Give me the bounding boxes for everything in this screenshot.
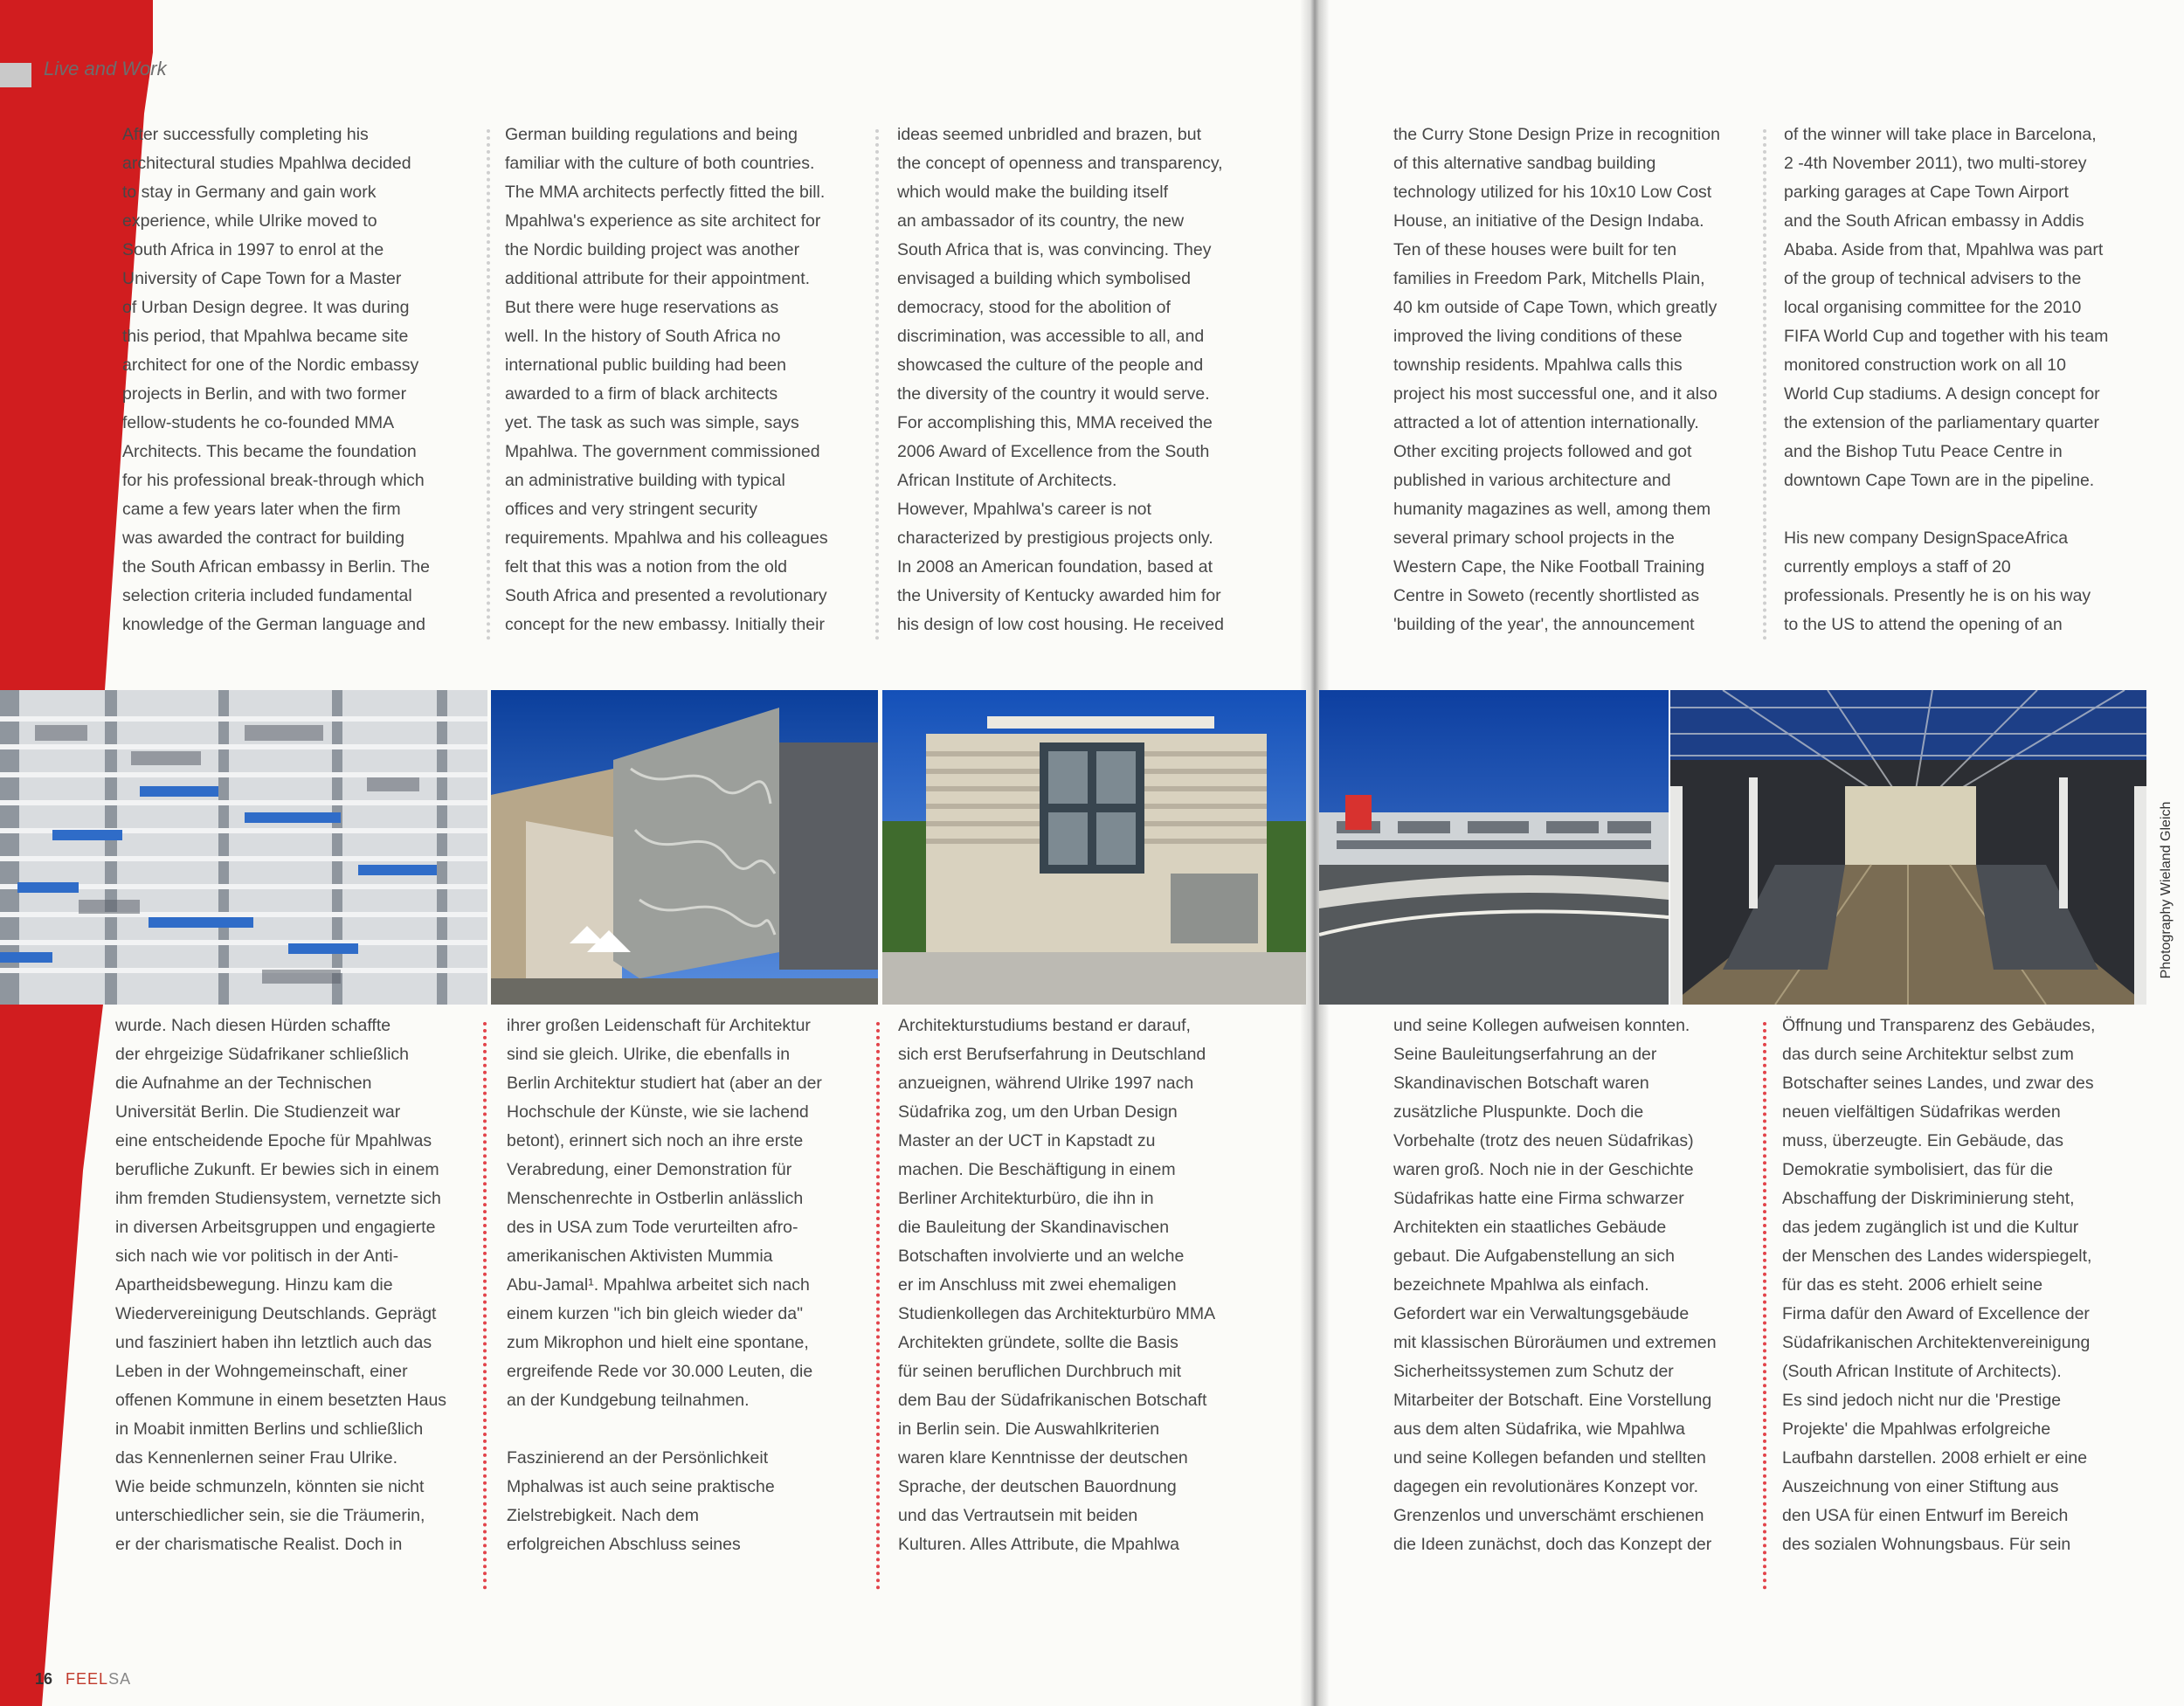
photo-station-interior [1670,690,2146,1005]
german-column-2 [507,1012,874,1559]
column-divider [487,129,494,640]
column-divider-red [876,1022,883,1590]
german-column-4 [1393,1012,1769,1559]
german-paragraph: ihrer großen Leidenschaft für Architektur sind sie gleich. Ulrike, die ebenfalls in Berlin Architektur studiert hat (aber an der Hochschule der Künste, wie sie lachend betont), erinnert sich noch an ihre erste Verabredung, einer Demonstration für Menschenrechte in Ostberlin anlässlich des in USA zum Tode verurteilten afro- amerikanischen Aktivisten Mummia Abu-Jamal¹. Mpahlwa arbeitet sich nach einem kurzen "ich bin gleich wieder da" zum Mikrophon und hielt eine spontane, ergreifende Rede vor 30.000 Leuten, die an der Kundgebung teilnahmen. [507,1016,822,1410]
english-paragraph: ideas seemed unbridled and brazen, but the concept of openness and transparency, which would make the building itself an ambassador of its country, the new South Africa that is, was convincing. They envisaged a building which symbolised democracy, stood for the abolition of discrimination, was accessible to all, and showcased the culture of the people and the diversity of the country it would serve. For accomplishing this, MMA received the 2006 Award of Excellence from the South African Institute of Architects. However, Mpahlwa's career is not characterized by prestigious projects only. In 2008 an American foundation, based at the University of Kentucky awarded him for his design of low cost housing. He received [897,125,1224,634]
german-column-5 [1782,1012,2167,1559]
section-title: Live and Work [44,58,167,79]
photo-embassy-screen [491,690,878,1005]
english-column-3 [897,121,1282,639]
page-folio [35,1670,131,1689]
english-column-1 [122,121,472,639]
photo-facade-louvres [0,690,487,1005]
english-paragraph: After successfully completing his architectural studies Mpahlwa decided to stay in Germany and gain work experience, while Ulrike moved to South Africa in 1997 to enrol at the University of Cape Town for a Master of Urban Design degree. It was during this period, that Mpahlwa became site architect for one of the Nordic embassy projects in Berlin, and with two former fellow-students he co-founded MMA Architects. This became the foundation for his professional break-through which came a few years later when the firm was awarded the contract for building the South African embassy in Berlin. The selection criteria included fundamental knowledge of the German language and [122,125,430,634]
column-divider-red [1763,1022,1770,1590]
english-paragraph: German building regulations and being familiar with the culture of both countries. The MMA architects perfectly fitted the bill. Mpahlwa's experience as site architect for the Nordic building project was another additional attribute for their appointment. But there were huge reservations as well. In the history of South Africa no international public building had been awarded to a firm of black architects yet. The task as such was simple, says Mpahlwa. The government commissioned an administrative building with typical offices and very stringent security requirements. Mpahlwa and his colleagues felt that this was a notion from the old South Africa and presented a revolutionary concept for the new embassy. Initially their [505,125,828,634]
english-column-2 [505,121,881,639]
photo-south-african-embassy [882,690,1306,1005]
column-divider [1763,129,1770,640]
german-paragraph: Architekturstudiums bestand er darauf, sich erst Berufserfahrung in Deutschland anzueignen, während Ulrike 1997 nach Südafrika zog, um den Urban Design Master an der UCT in Kapstadt zu machen. Die Beschäftigung in einem Berliner Architekturbüro, die ihn in die Bauleitung der Skandinavischen Botschaften involvierte und an welche er im Anschluss mit zwei ehemaligen Studienkollegen das Architekturbüro MMA Architekten gründete, sollte die Basis für seinen beruflichen Durchbruch mit dem Bau der Südafrikanischen Botschaft in Berlin sein. Die Auswahlkriterien waren klare Kenntnisse der deutschen Sprache, der deutschen Bauordnung und das Vertrautsein mit beiden Kulturen. Alles Attribute, die Mpahlwa [898,1016,1216,1554]
section-marker [0,63,31,87]
page-number: 16 [35,1670,53,1688]
english-column-5 [1784,121,2168,639]
english-column-4 [1393,121,1769,639]
column-divider-red [483,1022,490,1590]
photo-credit-text: Photography Wieland Gleich [2159,801,2174,979]
english-paragraph: the Curry Stone Design Prize in recognition of this alternative sandbag building technology utilized for his 10x10 Low Cost House, an initiative of the Design Indaba. Ten of these houses were built for ten families in Freedom Park, Mitchells Plain, 40 km outside of Cape Town, which greatly improved the living conditions of these township residents. Mpahlwa calls this project his most successful one, and it also attracted a lot of attention internationally. Other exciting projects followed and got published in various architecture and humanity magazines as well, among them several primary school projects in the Western Cape, the Nike Football Training Centre in Soweto (recently shortlisted as 'building of the year', the announcement [1393,125,1720,634]
german-paragraph: wurde. Nach diesen Hürden schaffte der ehrgeizige Südafrikaner schließlich die Aufnahme an der Technischen Universität Berlin. Die Studienzeit war eine entscheidende Epoche für Mpahlwas berufliche Zukunft. Er bewies sich in einem ihm fremden Studiensystem, vernetzte sich in diversen Arbeitsgruppen und engagierte sich nach wie vor politisch in der Anti- Apartheidsbewegung. Hinzu kam die Wiedervereinigung Deutschlands. Geprägt und fasziniert haben ihn letztlich auch das Leben in der Wohngemeinschaft, einer offenen Kommune in einem besetzten Haus in Moabit inmitten Berlins und schließlich das Kennenlernen seiner Frau Ulrike. Wie beide schmunzeln, könnten sie nicht unterschiedlicher sein, sie die Träumerin, er der charismatische Realist. Doch in [115,1016,447,1554]
german-column-1 [115,1012,482,1559]
logo-primary: FEEL [66,1670,109,1688]
german-paragraph: Öffnung und Transparenz des Gebäudes, das durch seine Architektur selbst zum Botschafter seines Landes, und zwar des neuen vielfältigen Südafrikas werden muss, überzeugte. Ein Gebäude, das Demokratie symbolisiert, das für die Abschaffung der Diskriminierung steht, das jedem zugänglich ist und die Kultur der Menschen des Landes widerspiegelt, für das es steht. 2006 erhielt seine Firma dafür den Award of Excellence der Südafrikanischen Architektenvereinigung (South African Institute of Architects). Es sind jedoch nicht nur die 'Prestige Projekte' die Mpahlwas erfolgreiche Laufbahn darstellen. 2008 erhielt er eine Auszeichnung von einer Stiftung aus den USA für einen Entwurf im Bereich des sozialen Wohnungsbaus. Für sein [1782,1016,2096,1554]
photo-parking-garage [1319,690,1669,1005]
english-paragraph: of the winner will take place in Barcelona, 2 -4th November 2011), two multi-storey parking garages at Cape Town Airport and the South African embassy in Addis Ababa. Aside from that, Mpahlwa was part of the group of technical advisers to the local organising committee for the 2010 FIFA World Cup and together with his team monitored construction work on all 10 World Cup stadiums. A design concept for the extension of the parliamentary quarter and the Bishop Tutu Peace Centre in downtown Cape Town are in the pipeline. [1784,125,2109,490]
german-paragraph: und seine Kollegen aufweisen konnten. Seine Bauleitungserfahrung an der Skandinavischen Botschaft waren zusätzliche Pluspunkte. Doch die Vorbehalte (trotz des neuen Südafrikas) waren groß. Noch nie in der Geschichte Südafrikas hatte eine Firma schwarzer Architekten ein staatliches Gebäude gebaut. Die Aufgabenstellung an sich bezeichnete Mpahlwa als einfach. Gefordert war ein Verwaltungsgebäude mit klassischen Büroräumen und extremen Sicherheitssystemen zum Schutz der Mitarbeiter der Botschaft. Eine Vorstellung aus dem alten Südafrika, wie Mpahlwa und seine Kollegen befanden und stellten dagegen ein revolutionäres Konzept vor. Grenzenlos und unverschämt erschienen die Ideen zunächst, doch das Konzept der [1393,1016,1717,1554]
magazine-logo [66,1670,131,1688]
column-divider [875,129,882,640]
logo-secondary: SA [108,1670,132,1688]
photo-credit [2158,786,2175,996]
english-paragraph: His new company DesignSpaceAfrica currently employs a staff of 20 professionals. Presently he is on his way to the US to attend the opening of an [1784,528,2091,634]
german-column-3 [898,1012,1282,1559]
german-paragraph: Faszinierend an der Persönlichkeit Mphalwas ist auch seine praktische Zielstrebigkeit. Nach dem erfolgreichen Abschluss seines [507,1448,775,1554]
